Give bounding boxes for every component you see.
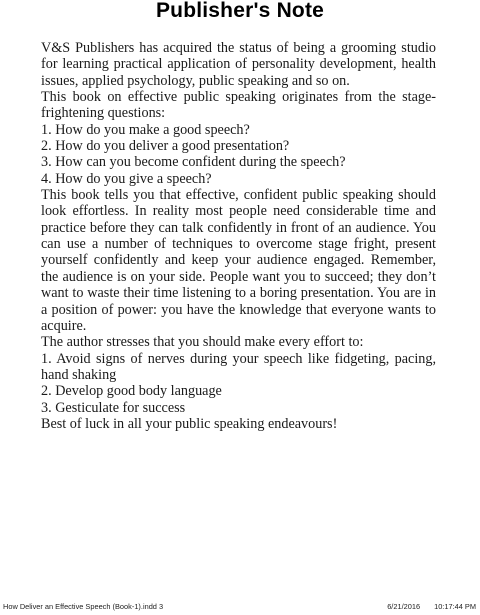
closing-line: Best of luck in all your public speaking endeavours! [41, 415, 338, 432]
question-item: 3. How can you become confident during the speech? [41, 154, 346, 171]
paragraph-questions-intro: This book on effective public speaking originates from the stage-frightening questions: [41, 89, 436, 122]
advice-item: 1. Avoid signs of nerves during your speech like fidgeting, pacing, hand shaking [41, 350, 436, 383]
question-item: 2. How do you deliver a good presentation? [41, 138, 290, 155]
advice-item: 2. Develop good body language [41, 383, 222, 400]
paragraph-main: This book tells you that effective, confident public speaking should look effortless. In reality most people need considerable time and practice before they can talk confidently in front of an audience. You can use a number of techniques to overcome stage fright, present yourself confidently and keep your audience engaged. Remember, the audience is on your side. People want you to succeed; they don’t want to waste their time listening to a boring presentation. You are in a position of power: you have the knowledge that everyone wants to acquire. [41, 187, 436, 334]
page-title: Publisher's Note [155, 0, 325, 22]
footer-timestamp [387, 601, 476, 613]
question-item: 1. How do you make a good speech? [41, 121, 250, 138]
advice-item: 3. Gesticulate for success [41, 399, 186, 416]
paragraph-author-stresses: The author stresses that you should make every effort to: [41, 334, 364, 351]
publishers-note-body [41, 40, 436, 432]
print-slug-footer [0, 601, 480, 613]
paragraph-intro: V&S Publishers has acquired the status of being a grooming studio for learning practical application of personality development, health issues, applied psychology, public speaking and so on. [41, 40, 436, 89]
footer-time: 10:17:44 PM [434, 602, 476, 611]
footer-date: 6/21/2016 [387, 602, 421, 611]
footer-filename: How Deliver an Effective Speech (Book-1).indd 3 [3, 602, 164, 611]
question-item: 4. How do you give a speech? [41, 170, 212, 187]
